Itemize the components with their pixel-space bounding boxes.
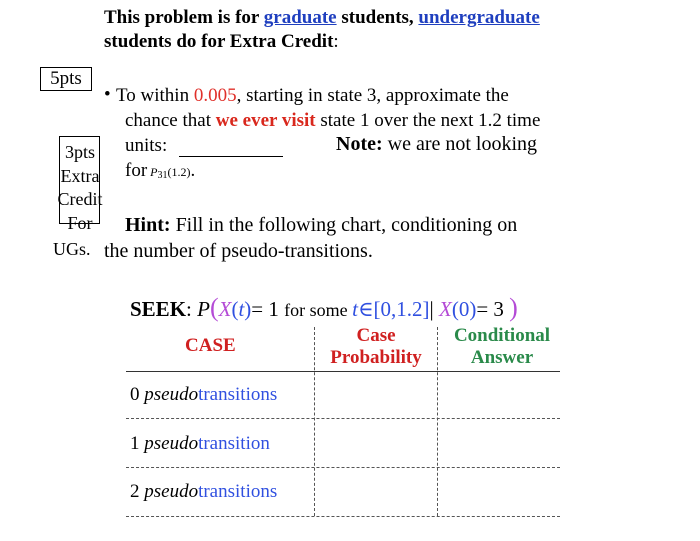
tolerance-value: 0.005: [193, 85, 237, 106]
extra-credit-label: [46, 141, 114, 235]
case-probability-cell[interactable]: [316, 470, 435, 514]
graduate-link[interactable]: graduate: [263, 7, 337, 28]
points-box: 5pts: [40, 67, 92, 91]
header-line-2-text: students do for Extra Credit: [104, 31, 334, 52]
problem-line-3: units:: [125, 135, 168, 156]
ever-visit-emphasis: we ever visit: [215, 110, 316, 131]
undergraduate-link[interactable]: undergraduate: [418, 7, 540, 28]
case-probability-cell[interactable]: [316, 374, 435, 416]
header-middle: students,: [336, 7, 419, 28]
col-divider-2: [437, 327, 438, 516]
header-line-1: [104, 7, 540, 29]
conditional-answer-cell[interactable]: [439, 374, 559, 416]
hint-line-1: Hint: Fill in the following chart, conditioning on: [125, 214, 518, 236]
extra-credit-extra: Extra: [60, 165, 100, 186]
table-row: 1 pseudotransition: [130, 433, 270, 454]
note-label: Note:: [336, 133, 383, 155]
header-prefix: This problem is for: [104, 7, 264, 28]
extra-credit-pts: 3pts: [64, 142, 95, 162]
hint-label: Hint:: [125, 214, 171, 236]
col-divider-1: [314, 327, 315, 516]
conditional-answer-cell[interactable]: [439, 421, 559, 465]
extra-credit-credit: Credit: [57, 189, 103, 209]
problem-line-1: To within 0.005, starting in state 3, approximate the: [116, 85, 509, 106]
hint-line-2: the number of pseudo-transitions.: [104, 240, 373, 262]
table-row: 0 pseudotransitions: [130, 384, 278, 405]
note: Note: we are not looking: [336, 133, 538, 155]
row-divider-2: [126, 467, 560, 468]
case-probability-cell[interactable]: [316, 421, 435, 465]
bullet-icon: •: [104, 84, 111, 105]
header-colon: :: [333, 31, 339, 52]
seek-label: SEEK: [130, 297, 187, 321]
seek-formula: SEEK: P(X(t)= 1 for some t∈[0,1.2]| X(0)= 3 ): [130, 293, 518, 322]
table-row: 2 pseudotransitions: [130, 481, 278, 502]
extra-credit-for: For: [67, 212, 93, 233]
answer-blank[interactable]: [179, 156, 283, 157]
col-header-answer: Conditional Answer: [453, 325, 551, 368]
col-header-case: CASE: [185, 335, 236, 356]
conditional-answer-cell[interactable]: [439, 470, 559, 514]
extra-credit-ugs: UGs.: [53, 239, 91, 259]
row-divider-1: [126, 418, 560, 419]
problem-line-2: chance that we ever visit state 1 over the next 1.2 time: [125, 110, 541, 131]
header-line-2: [104, 31, 339, 53]
table-header-rule: [126, 371, 560, 372]
col-header-probability: Case Probability: [330, 325, 422, 368]
row-divider-3: [126, 516, 560, 517]
problem-line-4: for $P_{31}(1.2)$.: [125, 160, 196, 181]
p31-symbol: P: [150, 165, 158, 179]
